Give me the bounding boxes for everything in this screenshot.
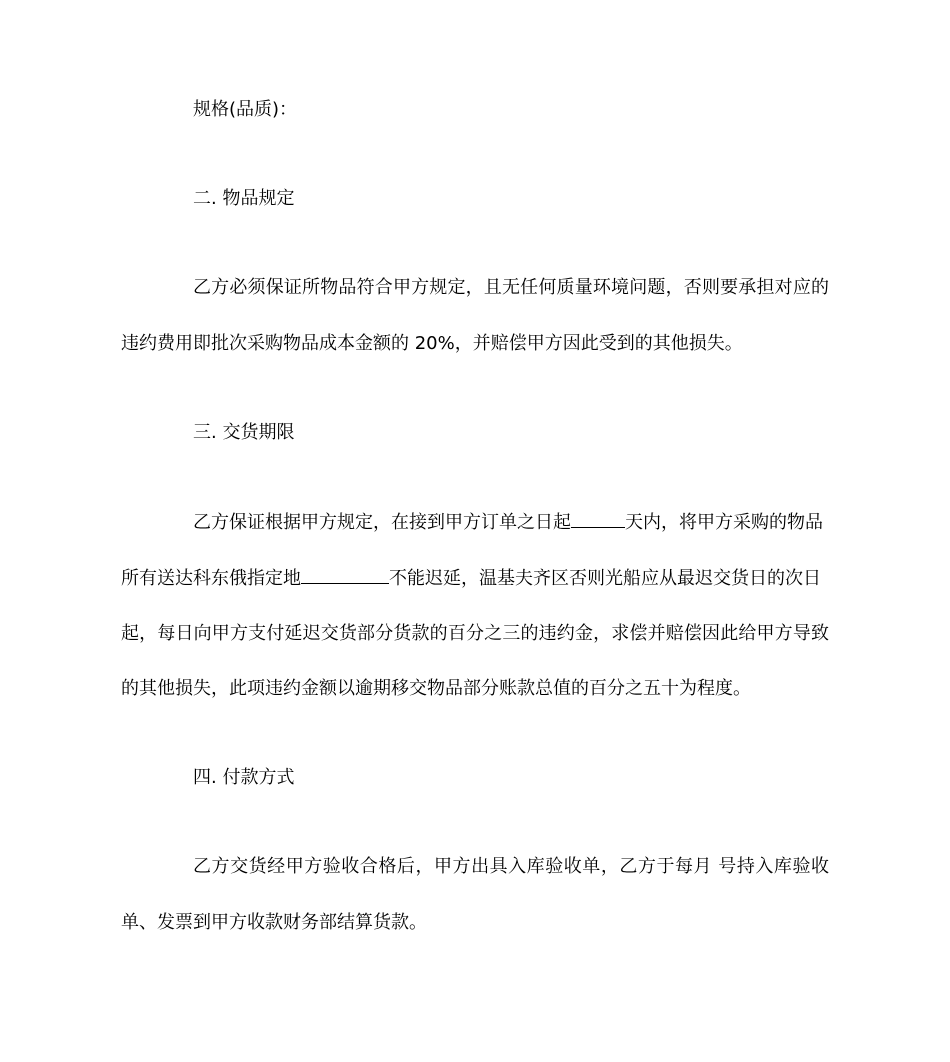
section-3-line-1-part-b: 天内，将甲方采购的物品	[625, 512, 823, 533]
section-3-line-2-part-a: 所有送达科东俄指定地	[121, 568, 301, 589]
section-2-paragraph-line-1: 乙方必须保证所物品符合甲方规定，且无任何质量环境问题，否则要承担对应的	[193, 277, 829, 298]
section-2-heading: 二. 物品规定	[193, 188, 295, 209]
section-4-paragraph-line-2: 单、发票到甲方收款财务部结算货款。	[121, 912, 427, 933]
section-3-line-1-part-a: 乙方保证根据甲方规定，在接到甲方订单之日起	[193, 512, 571, 533]
section-3-line-2-part-b: 不能迟延，温基夫齐区否则光船应从最迟交货日的次日	[389, 568, 821, 589]
section-3-paragraph-line-1	[193, 509, 833, 536]
section-3-heading: 三. 交货期限	[193, 422, 295, 443]
section-2-paragraph-line-2: 违约费用即批次采购物品成本金额的 20%，并赔偿甲方因此受到的其他损失。	[121, 333, 743, 354]
section-3-paragraph-line-2	[121, 565, 841, 592]
section-4-paragraph-line-1: 乙方交货经甲方验收合格后，甲方出具入库验收单，乙方于每月 号持入库验收	[193, 856, 829, 877]
spec-line: 规格(品质)：	[193, 99, 298, 120]
delivery-place-blank	[301, 565, 389, 584]
section-3-paragraph-line-4: 的其他损失，此项违约金额以逾期移交物品部分账款总值的百分之五十为程度。	[121, 678, 751, 699]
section-3-paragraph-line-3: 起，每日向甲方支付延迟交货部分货款的百分之三的违约金，求偿并赔偿因此给甲方导致	[121, 623, 829, 644]
delivery-days-blank	[571, 509, 625, 528]
section-4-heading: 四. 付款方式	[193, 767, 295, 788]
